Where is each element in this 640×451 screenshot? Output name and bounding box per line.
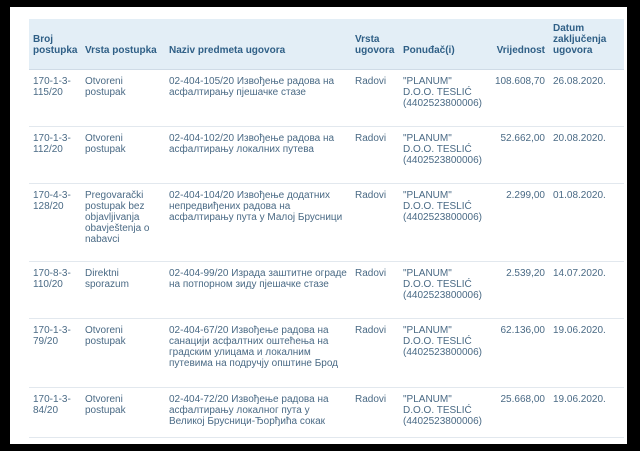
table-row[interactable]	[29, 127, 624, 184]
cell-naziv: 02-404-67/20 Извођење радова на санацији асфалтних оштећења на градским улицама и локалним путевима на подручју општине Брод	[165, 319, 351, 388]
contracts-table	[29, 19, 624, 438]
cell-naziv: 02-404-105/20 Извођење радова на асфалтирању пјешачке стазе	[165, 70, 351, 127]
cell-vrsta-ugovora: Radovi	[351, 127, 399, 184]
cell-vrijednost: 25.668,00	[485, 388, 549, 438]
cell-datum: 26.08.2020.	[549, 70, 624, 127]
header-ponudac[interactable]: Ponuđač(i)	[399, 19, 485, 70]
table-row[interactable]	[29, 70, 624, 127]
header-vrsta-postupka[interactable]: Vrsta postupka	[81, 19, 165, 70]
cell-vrsta-ugovora: Radovi	[351, 388, 399, 438]
cell-vrsta-ugovora: Radovi	[351, 70, 399, 127]
cell-datum: 19.06.2020.	[549, 388, 624, 438]
cell-vrsta-ugovora: Radovi	[351, 319, 399, 388]
cell-broj: 170-8-3-110/20	[29, 262, 81, 319]
cell-vrsta-postupka: Direktni sporazum	[81, 262, 165, 319]
cell-naziv: 02-404-99/20 Израда заштитне ограде на потпорном зиду пјешачке стазе	[165, 262, 351, 319]
table-row[interactable]	[29, 184, 624, 262]
cell-vrijednost: 62.136,00	[485, 319, 549, 388]
header-naziv-predmeta[interactable]: Naziv predmeta ugovora	[165, 19, 351, 70]
cell-broj: 170-1-3-112/20	[29, 127, 81, 184]
cell-datum: 19.06.2020.	[549, 319, 624, 388]
cell-vrsta-postupka: Otvoreni postupak	[81, 127, 165, 184]
cell-ponudac: "PLANUM" D.O.O. TESLIĆ (4402523800006)	[399, 184, 485, 262]
header-broj-postupka[interactable]: Broj postupka	[29, 19, 81, 70]
cell-vrsta-postupka: Pregovarački postupak bez objavljivanja obavještenja o nabavci	[81, 184, 165, 262]
cell-ponudac: "PLANUM" D.O.O. TESLIĆ (4402523800006)	[399, 70, 485, 127]
cell-datum: 01.08.2020.	[549, 184, 624, 262]
cell-naziv: 02-404-102/20 Извођење радова на асфалтирању локалних путева	[165, 127, 351, 184]
header-vrsta-ugovora[interactable]: Vrsta ugovora	[351, 19, 399, 70]
cell-vrsta-postupka: Otvoreni postupak	[81, 388, 165, 438]
header-vrijednost[interactable]: Vrijednost	[485, 19, 549, 70]
cell-datum: 14.07.2020.	[549, 262, 624, 319]
cell-vrsta-postupka: Otvoreni postupak	[81, 70, 165, 127]
cell-ponudac: "PLANUM" D.O.O. TESLIĆ (4402523800006)	[399, 127, 485, 184]
table-row[interactable]	[29, 262, 624, 319]
header-row	[29, 19, 624, 70]
cell-vrijednost: 108.608,70	[485, 70, 549, 127]
cell-ponudac: "PLANUM" D.O.O. TESLIĆ (4402523800006)	[399, 262, 485, 319]
cell-vrijednost: 52.662,00	[485, 127, 549, 184]
cell-broj: 170-4-3-128/20	[29, 184, 81, 262]
cell-broj: 170-1-3-79/20	[29, 319, 81, 388]
cell-broj: 170-1-3-115/20	[29, 70, 81, 127]
table-row[interactable]	[29, 388, 624, 438]
cell-ponudac: "PLANUM" D.O.O. TESLIĆ (4402523800006)	[399, 319, 485, 388]
cell-vrsta-ugovora: Radovi	[351, 184, 399, 262]
table-row[interactable]	[29, 319, 624, 388]
cell-naziv: 02-404-72/20 Извођење радова на асфалтирању локалног пута у Великој Брусници-Ђорђића сокак	[165, 388, 351, 438]
cell-broj: 170-1-3-84/20	[29, 388, 81, 438]
table-header	[29, 19, 624, 70]
cell-vrijednost: 2.539,20	[485, 262, 549, 319]
cell-vrijednost: 2.299,00	[485, 184, 549, 262]
cell-naziv: 02-404-104/20 Извођење додатних непредвиђених радова на асфалтирању пута у Малој Брусници	[165, 184, 351, 262]
cell-ponudac: "PLANUM" D.O.O. TESLIĆ (4402523800006)	[399, 388, 485, 438]
header-datum-zakljucenja[interactable]: Datum zaključenja ugovora	[549, 19, 624, 70]
cell-vrsta-ugovora: Radovi	[351, 262, 399, 319]
table-body	[29, 70, 624, 438]
procurement-table-frame	[10, 7, 627, 444]
cell-datum: 20.08.2020.	[549, 127, 624, 184]
cell-vrsta-postupka: Otvoreni postupak	[81, 319, 165, 388]
